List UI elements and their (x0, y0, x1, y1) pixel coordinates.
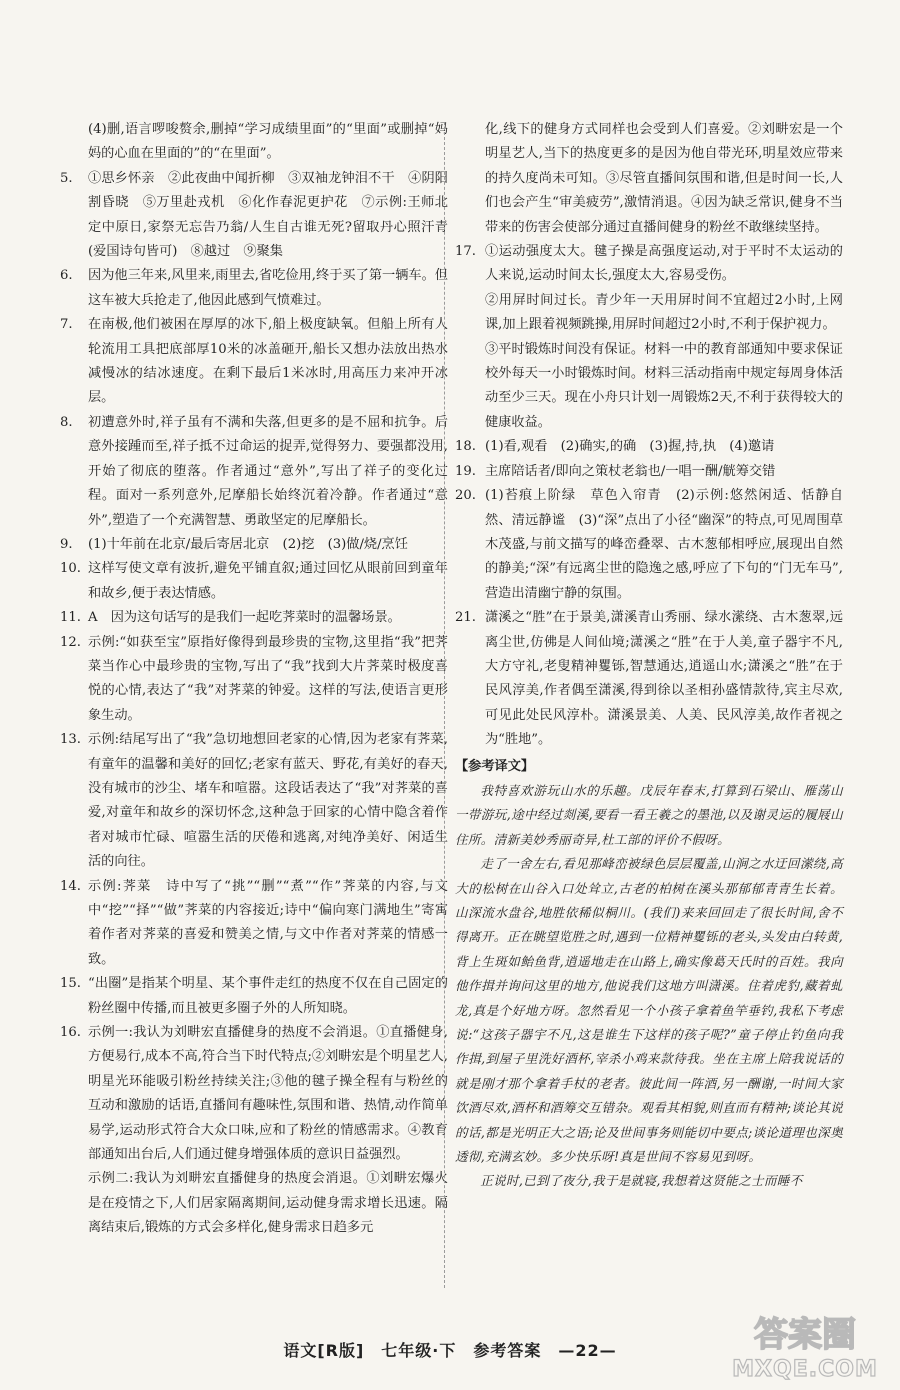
answer-9 (60, 533, 448, 557)
answer-text: (1)苔痕上阶绿 草色入帘青 (2)示例:悠然闲适、恬静自然、清远静谧 (3)“深”点出了小径“幽深”的特点,可见周围草木茂盛,与前文描写的峰峦叠翠、古木葱郁相呼应,展现出自然的静美;“深”有远离尘世的隐逸之感,呼应了下句的“门无车马”,营造出清幽宁静的氛围。 (485, 488, 843, 601)
answer-10 (60, 557, 448, 606)
answer-4-part4: (4)删,语言啰唆赘余,删掉“学习成绩里面”的“里面”或删掉“妈妈的心血在里面的”的“在里面”。 (88, 122, 448, 162)
answer-text: ①运动强度太大。毽子操是高强度运动,对于平时不太运动的人来说,运动时间太长,强度太大,容易受伤。 (485, 244, 843, 284)
answer-21 (455, 606, 843, 752)
answer-text: 因为他三年来,风里来,雨里去,省吃俭用,终于买了第一辆车。但这车被大兵抢走了,他因此感到气愤难过。 (88, 268, 448, 308)
answer-16 (60, 1021, 448, 1167)
answer-text: 示例一:我认为刘畊宏直播健身的热度不会消退。①直播健身,方便易行,成本不高,符合当下时代特点;②刘畊宏是个明星艺人,明星光环能吸引粉丝持续关注;③他的毽子操全程有与粉丝的互动和激励的话语,直播间有趣味性,氛围和谐、热情,动作简单易学,运动形式符合大众口味,应和了粉丝的情感需求。④教育部通知出台后,人们通过健身增强体质的意识日益强烈。 (88, 1025, 448, 1163)
answer-text: 示例:结尾写出了“我”急切地想回老家的心情,因为老家有荠菜,有童年的温馨和美好的回忆;老家有蓝天、野花,有美好的春天,没有城市的沙尘、堵车和喧嚣。这段话表达了“我”对荠菜的喜爱,对童年和故乡的深切怀念,这种急于回家的心情中隐含着作者对城市忙碌、喧嚣生活的厌倦和逃离,对纯净美好、闲适生活的向往。 (88, 732, 448, 870)
answer-number: 11. (60, 610, 81, 626)
answer-number: 6. (60, 268, 73, 284)
answer-17-point3: ③平时锻炼时间没有保证。材料一中的教育部通知中要求保证校外每天一小时锻炼时间。材料三活动指南中规定每周身体活动至少三天。现在小舟只计划一周锻炼2天,不利于获得较大的健康收益。 (485, 341, 843, 430)
answer-16-continued: 化,线下的健身方式同样也会受到人们喜爱。②刘畊宏是一个明星艺人,当下的热度更多的是因为他自带光环,明星效应带来的持久度尚未可知。③尽管直播间氛围和谐,但是时间一长,人们也会产生“审美疲劳”,激情消退。④因为缺乏常识,健身不当带来的伤害会使部分通过直播间健身的粉丝不敢继续坚持。 (485, 122, 843, 235)
answer-text: (1)十年前在北京/最后寄居北京 (2)挖 (3)做/烧/烹饪 (88, 536, 408, 552)
answer-number: 10. (60, 561, 81, 577)
answer-text: 示例:“如获至宝”原指好像得到最珍贵的宝物,这里指“我”把荠菜当作心中最珍贵的宝物,写出了“我”找到大片荠菜时极度喜悦的心情,表达了“我”对荠菜的钟爱。这样的写法,使语言更形象生动。 (88, 634, 448, 723)
answer-number: 15. (60, 976, 81, 992)
answer-text: 初遭意外时,祥子虽有不满和失落,但更多的是不屈和抗争。后意外接踵而至,祥子抵不过命运的捉弄,觉得努力、要强都没用,开始了彻底的堕落。作者通过“意外”,写出了祥子的变化过程。面对一系列意外,尼摩船长始终沉着冷静。作者通过“意外”,塑造了一个充满智慧、勇敢坚定的尼摩船长。 (88, 414, 448, 528)
answer-number: 21. (455, 610, 476, 626)
answer-17-point2: ②用屏时间过长。青少年一天用屏时间不宜超过2小时,上网课,加上跟着视频跳操,用屏时间超过2小时,不利于保护视力。 (485, 292, 843, 333)
answer-text: “出圈”是指某个明星、某个事件走红的热度不仅在自己固定的粉丝圈中传播,而且被更多圈子外的人所知晓。 (88, 976, 448, 1016)
reference-translation-paragraph: 正说时,已到了夜分,我于是就寝,我想着这贤能之士而睡不 (480, 1173, 803, 1189)
answer-number: 7. (60, 317, 73, 333)
answer-text: A 因为这句话写的是我们一起吃荠菜时的温馨场景。 (88, 610, 401, 626)
reference-translation-paragraph: 走了一舍左右,看见那峰峦被绿色层层覆盖,山涧之水迂回潆绕,高大的松树在山谷入口处耸立,古老的柏树在溪头那郁郁青青生长着。山深流水盘谷,地胜依稀似桐川。(我们)来来回回走了很长时间,舍不得离开。正在眺望览胜之时,遇到一位精神矍铄的老头,头发由白转黄,背上生斑如鲐鱼背,逍遥地走在山路上,确实像葛天氏时的百姓。我向他作揖并询问这里的地方,他说我们这地方叫潇溪。住着虎豹,藏着虬龙,真是个好地方呀。忽然看见一个小孩子拿着鱼竿垂钓,我私下考虑说:“这孩子器宇不凡,这是谁生下这样的孩子呢?”童子停止钓鱼向我作揖,到屋子里洗好酒杯,宰杀小鸡来款待我。坐在主席上陪我说话的就是刚才那个拿着手杖的老者。彼此间一阵酒,另一酬谢,一时间大家饮酒尽欢,酒杯和酒筹交互错杂。观看其相貌,则直而有精神;谈论其说的话,都是光明正大之语;论及世间事务则能切中要点;谈论道理也深奥透彻,充满玄妙。多少快乐呀!真是世间不容易见到呀。 (455, 856, 843, 1165)
answer-number: 19. (455, 463, 476, 479)
answer-13 (60, 728, 448, 874)
answer-8 (60, 411, 448, 533)
answer-number: 17. (455, 244, 476, 260)
left-column (60, 118, 448, 1241)
answer-number: 9. (60, 536, 73, 552)
answer-5 (60, 167, 448, 265)
answer-number: 13. (60, 732, 81, 748)
reference-translation-title: 【参考译文】 (455, 758, 535, 774)
answer-number: 20. (455, 488, 476, 504)
answer-12 (60, 631, 448, 729)
watermark-title: 答案圈 (754, 1315, 856, 1355)
answer-18 (455, 435, 843, 459)
answer-number: 8. (60, 414, 73, 430)
answer-number: 12. (60, 634, 81, 650)
answer-6 (60, 264, 448, 313)
answer-number: 5. (60, 170, 73, 186)
answer-19 (455, 460, 843, 484)
answer-number: 18. (455, 439, 476, 455)
page-footer: 语文[R版] 七年级·下 参考答案 —22— (283, 1341, 617, 1360)
answer-text: 主席陪话者/即向之策杖老翁也/一唱一酬/觥筹交错 (485, 463, 776, 479)
answer-text: (1)看,观看 (2)确实,的确 (3)握,持,执 (4)邀请 (485, 439, 775, 455)
reference-translation-paragraph: 我特喜欢游玩山水的乐趣。戊辰年春末,打算到石梁山、雁荡山一带游玩,途中经过剡溪,要看一看王羲之的墨池,以及谢灵运的履屐山住所。清新美妙秀丽奇异,杜工部的评价不假呀。 (455, 782, 843, 847)
answer-16-example2: 示例二:我认为刘畊宏直播健身的热度会消退。①刘畊宏爆火是在疫情之下,人们居家隔离期间,运动健身需求增长迅速。隔离结束后,锻炼的方式会多样化,健身需求日趋多元 (88, 1171, 448, 1236)
answer-text: 这样写使文章有波折,避免平铺直叙;通过回忆从眼前回到童年和故乡,便于表达情感。 (88, 561, 448, 601)
answer-text: 示例:荠菜 诗中写了“挑”“删”“煮”“作”荠菜的内容,与文中“挖”“择”“做”荠菜的内容接近;诗中“偏向寒门满地生”寄寓着作者对荠菜的喜爱和赞美之情,与文中作者对荠菜的情感一致。 (88, 878, 448, 967)
answer-number: 14. (60, 878, 81, 894)
answer-11 (60, 606, 448, 630)
answer-text: 潇溪之“胜”在于景美,潇溪青山秀丽、绿水潆绕、古木葱翠,远离尘世,仿佛是人间仙境;潇溪之“胜”在于人美,童子器宇不凡,大方守礼,老叟精神矍铄,智慧通达,逍遥山水;潇溪之“胜”在于民风淳美,作者偶至潇溪,得到徐以圣相孙盛情款待,宾主尽欢,可见此处民风淳朴。潇溪景美、人美、民风淳美,故作者视之为“胜地”。 (485, 610, 843, 748)
answer-7 (60, 313, 448, 411)
answer-17 (455, 240, 843, 289)
answer-text: 在南极,他们被困在厚厚的冰下,船上极度缺氧。但船上所有人轮流用工具把底部厚10米的冰盖砸开,船长又想办法放出热水减慢冰的结冰速度。在剩下最后1米冰时,用高压力来冲开冰层。 (88, 317, 448, 406)
right-column (455, 118, 843, 1194)
answer-20 (455, 484, 843, 606)
answer-15 (60, 972, 448, 1021)
answer-14 (60, 875, 448, 973)
watermark-logo (720, 1308, 890, 1382)
answer-number: 16. (60, 1025, 81, 1041)
column-divider (444, 122, 445, 1288)
watermark-url: MXQE.COM (732, 1357, 878, 1382)
answer-text: ①思乡怀亲 ②此夜曲中闻折柳 ③双袖龙钟泪不干 ④阴阳割昏晓 ⑤万里赴戎机 ⑥化作春泥更护花 ⑦示例:王师北定中原日,家祭无忘告乃翁/人生自古谁无死?留取丹心照汗青(爱国诗句皆可) ⑧越过 ⑨聚集 (88, 170, 448, 260)
